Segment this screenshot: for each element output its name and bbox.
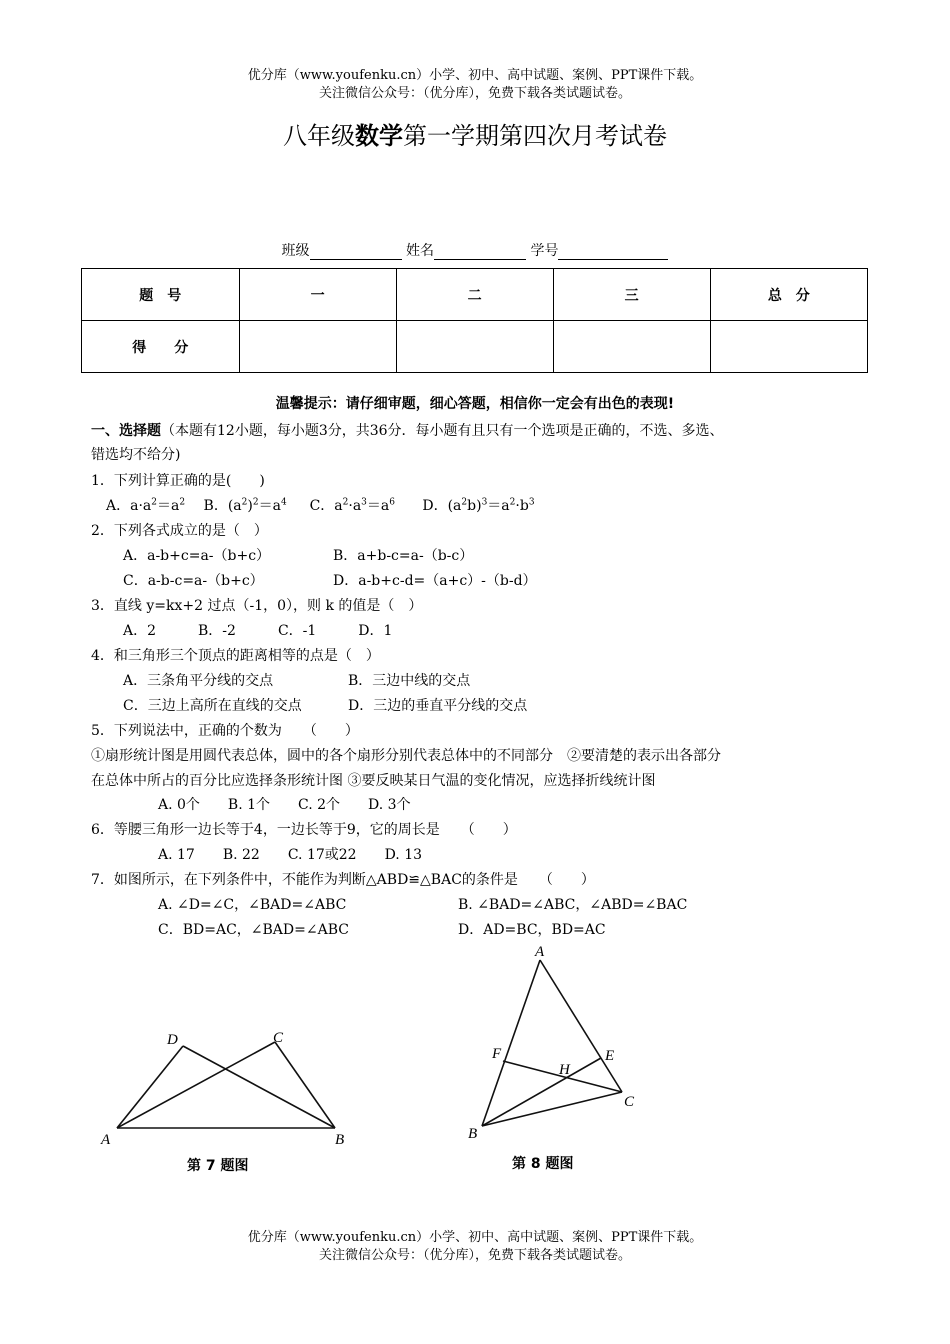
label-f: F [492, 1046, 502, 1062]
segment-db [183, 1046, 335, 1128]
id-field[interactable] [558, 245, 668, 260]
table-cell: 题 号 [82, 269, 240, 321]
label-c: C [273, 1030, 284, 1046]
segment-bc [482, 1092, 622, 1126]
segment-ad [117, 1046, 183, 1128]
figure-8 [460, 940, 660, 1180]
table-cell: 总 分 [710, 269, 867, 321]
table-cell: 三 [553, 269, 710, 321]
question-7: 7．如图所示，在下列条件中，不能作为判断△ABD≌△BAC的条件是 （ ） [91, 872, 595, 888]
option: D．a-b+c-d=（a+c）-（b-d） [333, 573, 537, 589]
question-6: 6．等腰三角形一边长等于4，一边长等于9，它的周长是 （ ） [91, 822, 517, 838]
label-a: A [101, 1132, 111, 1148]
question-1-options: A．$a\cdot a^2=a^2$ B．$(a^2)^2=a^4$ C．$a^2\cdot a^3=a^6$ D．$(a^2b)^3=a^2\cdot b^3$ [106, 497, 535, 514]
class-field[interactable] [310, 245, 402, 260]
question-4: 4．和三角形三个顶点的距离相等的点是（ ） [91, 648, 380, 664]
question-5: 5．下列说法中，正确的个数为 （ ） [91, 723, 359, 739]
segment-be [482, 1058, 601, 1126]
option: A．三条角平分线的交点 [123, 673, 274, 689]
label-e: E [605, 1048, 615, 1064]
footer-line-1: 优分库（www.youfenku.cn）小学、初中、高中试题、案例、PPT课件下载。 [247, 1230, 703, 1245]
question-5-text: ①扇形统计图是用圆代表总体，圆中的各个扇形分别代表总体中的不同部分 ②要清楚的表示出各部分 [91, 748, 721, 764]
option: A. 0个 B. 1个 C. 2个 D. 3个 [158, 797, 411, 813]
section-desc: 错选均不给分) [91, 447, 181, 463]
page-title: 八年级数学第一学期第四次月考试卷 [283, 122, 667, 150]
option: A．2 B．-2 C．-1 D．1 [123, 623, 393, 639]
option: B．三边中线的交点 [348, 673, 471, 689]
option: C．BD=AC，∠BAD=∠ABC [158, 922, 349, 938]
option: A．a-b+c=a-（b+c） [123, 548, 271, 564]
label-b: B [468, 1126, 478, 1142]
segment-ac [540, 960, 622, 1092]
segment-cb [275, 1042, 335, 1128]
segment-ab [482, 960, 540, 1126]
option: A. 17 B. 22 C. 17或22 D. 13 [158, 847, 423, 863]
option: B. ∠BAD=∠ABC，∠ABD=∠BAC [458, 897, 688, 913]
figure-8-caption: 第 8 题图 [512, 1156, 574, 1172]
label-a: A [535, 944, 545, 960]
score-cell[interactable] [396, 321, 553, 373]
figure-7-caption: 第 7 题图 [187, 1158, 249, 1174]
label-c: C [624, 1094, 635, 1110]
name-label: 姓名 [406, 243, 434, 259]
score-table-header-row [82, 269, 868, 321]
score-cell[interactable] [553, 321, 710, 373]
question-3: 3．直线 y=kx+2 过点（-1，0），则 k 的值是（ ） [91, 598, 423, 614]
label-d: D [167, 1032, 178, 1048]
option: C．三边上高所在直线的交点 [123, 698, 302, 714]
option: A. ∠D=∠C，∠BAD=∠ABC [158, 897, 347, 913]
class-label: 班级 [281, 243, 310, 259]
score-table-score-row [82, 321, 868, 373]
score-cell[interactable] [710, 321, 867, 373]
table-cell: 二 [396, 269, 553, 321]
label-b: B [335, 1132, 345, 1148]
tip-text: 温馨提示：请仔细审题，细心答题，相信你一定会有出色的表现! [275, 396, 675, 412]
score-cell[interactable] [239, 321, 396, 373]
option: C．a-b-c=a-（b+c） [123, 573, 264, 589]
header-line-1: 优分库（www.youfenku.cn）小学、初中、高中试题、案例、PPT课件下载。 [247, 68, 703, 83]
figure-7 [95, 1020, 365, 1180]
section-heading: 一、选择题（本题有12小题，每小题3分，共36分．每小题有且只有一个选项是正确的，不选、多选、 [91, 423, 724, 439]
footer-line-2: 关注微信公众号：（优分库），免费下载各类试题试卷。 [318, 1248, 631, 1263]
table-cell: 一 [239, 269, 396, 321]
header-line-2: 关注微信公众号：（优分库），免费下载各类试题试卷。 [318, 86, 631, 101]
option: D．AD=BC，BD=AC [458, 922, 606, 938]
option: B．a+b-c=a-（b-c） [333, 548, 474, 564]
question-1: 1．下列计算正确的是( ) [91, 473, 265, 489]
option: D．三边的垂直平分线的交点 [348, 698, 528, 714]
question-5-text: 在总体中所占的百分比应选择条形统计图 ③要反映某日气温的变化情况，应选择折线统计图 [91, 773, 656, 789]
student-info [0, 240, 950, 260]
table-cell: 得 分 [82, 321, 240, 373]
score-table [81, 268, 868, 373]
id-label: 学号 [530, 243, 559, 259]
segment-ac [117, 1042, 275, 1128]
question-2: 2．下列各式成立的是（ ） [91, 523, 268, 539]
label-h: H [559, 1062, 570, 1078]
name-field[interactable] [434, 245, 526, 260]
